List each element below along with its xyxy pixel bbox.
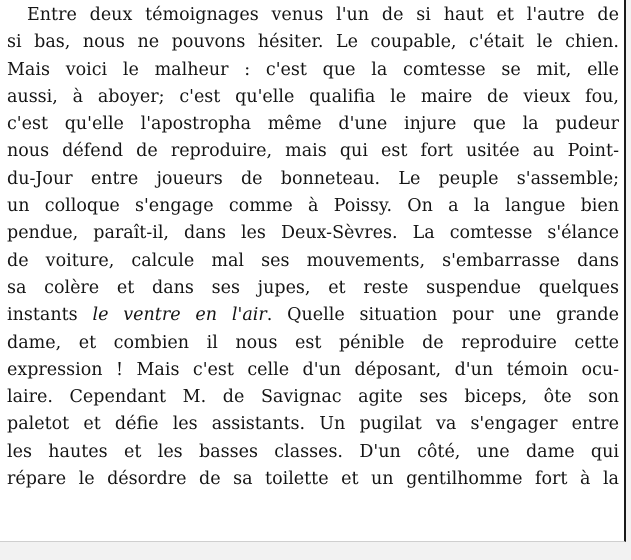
- text-line: du-Jour entre joueurs de bonneteau. Le peuple s'assemble;: [7, 168, 619, 189]
- text-line: dame, et combien il nous est pénible de reproduire cette: [7, 332, 619, 353]
- text-line: sa colère et dans ses jupes, et reste suspendue quelques: [7, 277, 619, 298]
- paragraph: [7, 2, 619, 493]
- text-line: les hautes et les basses classes. D'un côté, une dame qui: [7, 441, 619, 462]
- text-line: un colloque s'engage comme à Poissy. On a la langue bien: [7, 196, 619, 217]
- text-line: de voiture, calcule mal ses mouvements, s'embarrasse dans: [7, 250, 619, 271]
- text-line: pendue, paraît-il, dans les Deux-Sèvres. La comtesse s'élance: [7, 223, 619, 244]
- text-line: laire. Cependant M. de Savignac agite ses biceps, ôte son: [7, 387, 619, 408]
- text-line: paletot et défie les assistants. Un pugilat va s'engager entre: [7, 414, 619, 435]
- text-line: expression ! Mais c'est celle d'un déposant, d'un témoin ocu-: [7, 359, 619, 380]
- text-line: Mais voici le malheur : c'est que la comtesse se mit, elle: [7, 59, 619, 80]
- text-line: [7, 302, 619, 329]
- text-line: nous défend de reproduire, mais qui est fort usitée au Point-: [7, 141, 619, 162]
- text-run: . Quelle situation pour une grande: [266, 305, 619, 326]
- text-line: c'est qu'elle l'apostropha même d'une injure que la pudeur: [7, 114, 619, 135]
- text-line: aussi, à aboyer; c'est qu'elle qualifia le maire de vieux fou,: [7, 86, 619, 107]
- text-run: instants: [7, 305, 93, 326]
- text-line: répare le désordre de sa toilette et un gentilhomme fort à la: [7, 469, 619, 490]
- text-line: si bas, nous ne pouvons hésiter. Le coupable, c'était le chien.: [7, 32, 619, 53]
- text-line: Entre deux témoignages venus l'un de si haut et l'autre de: [27, 5, 619, 25]
- italic-phrase: le ventre en l'air: [92, 305, 267, 326]
